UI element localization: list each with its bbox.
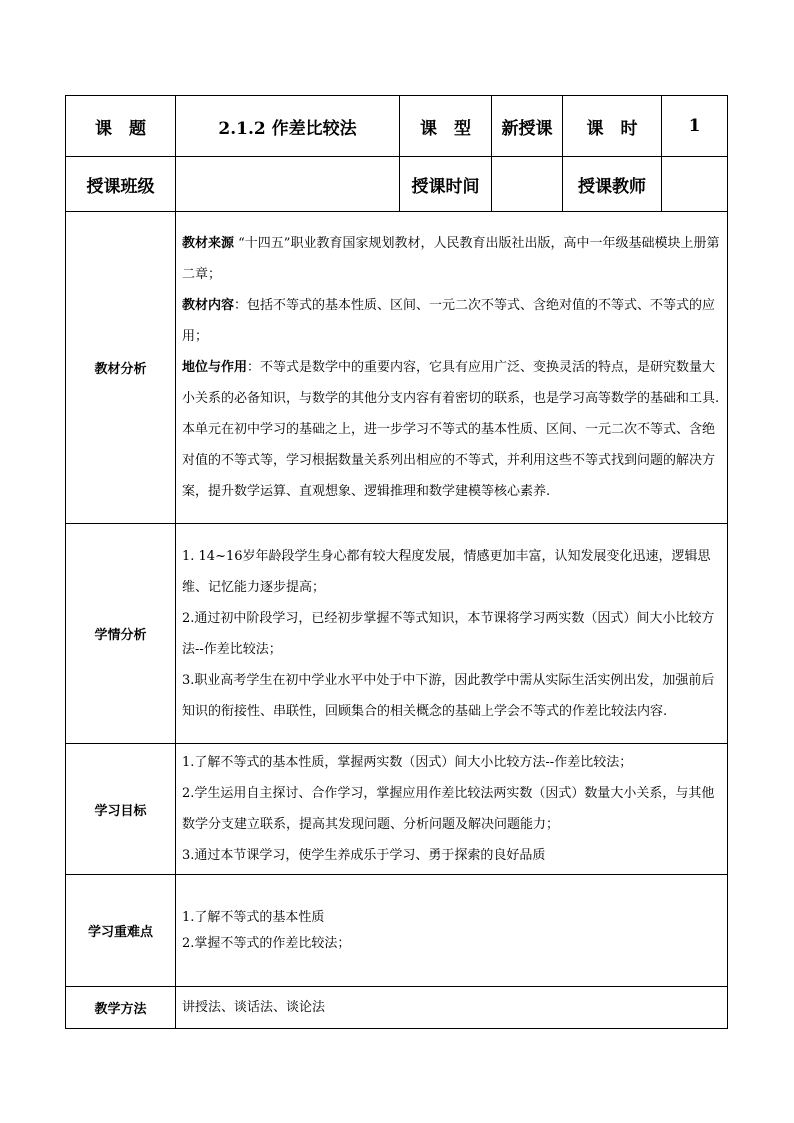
teacher-label: 授课教师 xyxy=(563,157,662,212)
lesson-plan-table xyxy=(65,95,728,1029)
content-text: ：包括不等式的基本性质、区间、一元二次不等式、含绝对值的不等式、不等式的应用； xyxy=(182,298,716,344)
material-analysis-row xyxy=(66,212,728,524)
time-value xyxy=(492,157,563,212)
type-value: 新授课 xyxy=(492,96,563,157)
key-points-label: 学习重难点 xyxy=(66,875,176,987)
student-analysis-row xyxy=(66,524,728,744)
students-label: 学情分析 xyxy=(66,524,176,744)
methods-content: 讲授法、谈话法、谈论法 xyxy=(176,987,728,1029)
class-info-row xyxy=(66,157,728,212)
list-item: 3.职业高考学生在初中学业水平中处于中下游，因此教学中需从实际生活实例出发，加强前后知识的衔接性、串联性，回顾集合的相关概念的基础上学会不等式的作差比较法内容. xyxy=(182,672,715,719)
list-item: 1.了解不等式的基本性质 xyxy=(182,909,325,925)
hours-label: 课 时 xyxy=(563,96,662,157)
list-item: 2.学生运用自主探讨、合作学习，掌握应用作差比较法两实数（因式）数量大小关系，与其他数学分支建立联系，提高其发现问题、分析问题及解决问题能力； xyxy=(182,786,715,832)
list-item: 2.通过初中阶段学习，已经初步掌握不等式知识，本节课将学习两实数（因式）间大小比较方法--作差比较法； xyxy=(182,610,715,657)
role-text: ：不等式是数学中的重要内容，它具有应用广泛、变换灵活的特点，是研究数量大小关系的必备知识，与数学的其他分支内容有着密切的联系，也是学习高等数学的基础和工具.本单元在初中学习的基础之上，进一步学习不等式的基本性质、区间、一元二次不等式、含绝对值的不等式等，学习根据数量关系列出相应的不等式，并利用这些不等式找到问题的解决方案，提升数学运算、直观想象、逻辑推理和数学建模等核心素养. xyxy=(182,360,720,499)
key-points-row xyxy=(66,875,728,987)
teaching-methods-row xyxy=(66,987,728,1029)
material-scope xyxy=(182,290,721,352)
goals-label: 学习目标 xyxy=(66,744,176,875)
students-content xyxy=(176,524,728,744)
list-item: 1. 14~16岁年龄段学生身心都有较大程度发展，情感更加丰富，认知发展变化迅速，逻辑思维、记忆能力逐步提高； xyxy=(182,548,711,595)
goals-content xyxy=(176,744,728,875)
material-content xyxy=(176,212,728,524)
class-label: 授课班级 xyxy=(66,157,176,212)
class-value xyxy=(176,157,400,212)
lesson-plan-sheet xyxy=(65,95,727,1029)
type-label: 课 型 xyxy=(400,96,492,157)
list-item: 3.通过本节课学习，使学生养成乐于学习、勇于探索的良好品质 xyxy=(182,848,546,863)
material-label: 教材分析 xyxy=(66,212,176,524)
material-source xyxy=(182,228,721,290)
methods-label: 教学方法 xyxy=(66,987,176,1029)
topic-label: 课 题 xyxy=(66,96,176,157)
list-item: 1.了解不等式的基本性质，掌握两实数（因式）间大小比较方法--作差比较法； xyxy=(182,755,633,770)
source-text: “十四五”职业教育国家规划教材，人民教育出版社出版，高中一年级基础模块上册第二章； xyxy=(182,236,720,282)
teacher-value xyxy=(662,157,728,212)
topic-value: 2.1.2 作差比较法 xyxy=(176,96,400,157)
header-row xyxy=(66,96,728,157)
key-points-content xyxy=(176,875,728,987)
hours-value: 1 xyxy=(662,96,728,157)
role-title: 地位与作用 xyxy=(182,360,248,375)
source-title: 教材来源 xyxy=(182,236,235,251)
list-item: 2.掌握不等式的作差比较法； xyxy=(182,935,351,951)
time-label: 授课时间 xyxy=(400,157,492,212)
material-role xyxy=(182,352,721,507)
learning-goals-row xyxy=(66,744,728,875)
content-title: 教材内容 xyxy=(182,298,235,313)
